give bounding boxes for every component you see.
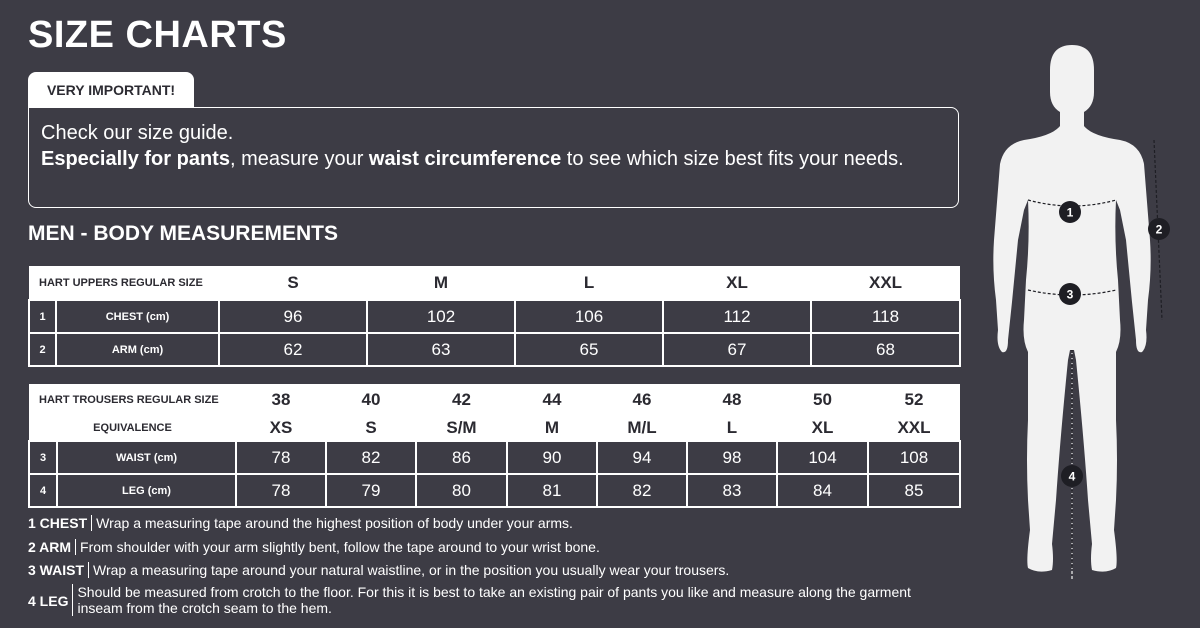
table-cell: 108 xyxy=(868,441,960,474)
guide-label: 4 LEG xyxy=(28,593,69,609)
row-number: 2 xyxy=(29,333,56,366)
row-number: 1 xyxy=(29,300,56,333)
table-cell: 62 xyxy=(219,333,367,366)
trousers-size: 38 xyxy=(236,384,326,415)
row-number: 3 xyxy=(29,441,57,474)
table-cell: 102 xyxy=(367,300,515,333)
table-cell: 84 xyxy=(777,474,868,507)
table-cell: 83 xyxy=(687,474,777,507)
equivalence-size: XS xyxy=(236,415,326,441)
marker-chest-label: 1 xyxy=(1066,205,1074,220)
trousers-header-row xyxy=(29,384,960,415)
uppers-size: XXL xyxy=(811,266,960,300)
table-cell: 118 xyxy=(811,300,960,333)
table-cell: 80 xyxy=(416,474,507,507)
table-cell: 65 xyxy=(515,333,663,366)
uppers-size: L xyxy=(515,266,663,300)
table-cell: 67 xyxy=(663,333,811,366)
trousers-equivalence-row xyxy=(29,415,960,441)
table-row xyxy=(29,474,960,507)
trousers-size: 44 xyxy=(507,384,597,415)
equivalence-size: L xyxy=(687,415,777,441)
guide-label: 2 ARM xyxy=(28,539,72,555)
trousers-size: 52 xyxy=(868,384,960,415)
uppers-table xyxy=(28,266,961,367)
marker-leg-label: 4 xyxy=(1068,469,1076,484)
guide-arm xyxy=(28,539,600,555)
guide-leg xyxy=(28,584,928,618)
important-tab: VERY IMPORTANT! xyxy=(28,72,194,108)
section-title: MEN - BODY MEASUREMENTS xyxy=(28,222,338,245)
row-name: WAIST (cm) xyxy=(57,441,236,474)
guide-waist xyxy=(28,562,729,578)
notice-box xyxy=(28,107,959,208)
table-row xyxy=(29,333,960,366)
trousers-table xyxy=(28,384,961,508)
equivalence-size: S/M xyxy=(416,415,507,441)
table-cell: 90 xyxy=(507,441,597,474)
table-cell: 106 xyxy=(515,300,663,333)
guide-text: Should be measured from crotch to the floor. For this it is best to take an existing pair of pants you like and measure along the garment inseam from the crotch seam to the hem. xyxy=(72,584,928,616)
guide-text: Wrap a measuring tape around the highest position of body under your arms. xyxy=(91,515,573,531)
marker-arm-label: 2 xyxy=(1155,222,1163,237)
marker-chest xyxy=(1059,201,1081,223)
notice-bold-pants: Especially for pants xyxy=(41,148,230,170)
table-cell: 68 xyxy=(811,333,960,366)
trousers-size: 50 xyxy=(777,384,868,415)
equivalence-label: EQUIVALENCE xyxy=(29,415,236,441)
table-cell: 81 xyxy=(507,474,597,507)
table-row xyxy=(29,441,960,474)
guide-text: Wrap a measuring tape around your natural waistline, or in the position you usually wear your trousers. xyxy=(88,562,729,578)
table-cell: 82 xyxy=(597,474,687,507)
table-cell: 78 xyxy=(236,474,326,507)
table-cell: 82 xyxy=(326,441,416,474)
row-name: LEG (cm) xyxy=(57,474,236,507)
uppers-header-row xyxy=(29,266,960,300)
marker-waist-label: 3 xyxy=(1066,287,1074,302)
table-cell: 63 xyxy=(367,333,515,366)
trousers-header-label: HART TROUSERS REGULAR SIZE xyxy=(29,384,236,415)
notice-mid: , measure your xyxy=(229,148,369,170)
table-cell: 85 xyxy=(868,474,960,507)
equivalence-size: XL xyxy=(777,415,868,441)
page-title: SIZE CHARTS xyxy=(28,14,287,56)
table-cell: 86 xyxy=(416,441,507,474)
table-cell: 112 xyxy=(663,300,811,333)
uppers-size: XL xyxy=(663,266,811,300)
marker-waist xyxy=(1059,283,1081,305)
marker-leg xyxy=(1061,465,1083,487)
notice-line-2 xyxy=(41,146,946,172)
trousers-size: 40 xyxy=(326,384,416,415)
body-figure-illustration xyxy=(980,40,1190,600)
uppers-size: M xyxy=(367,266,515,300)
trousers-size: 42 xyxy=(416,384,507,415)
uppers-size: S xyxy=(219,266,367,300)
equivalence-size: M xyxy=(507,415,597,441)
guide-chest xyxy=(28,515,573,531)
row-number: 4 xyxy=(29,474,57,507)
guide-text: From shoulder with your arm slightly bent, follow the tape around to your wrist bone. xyxy=(75,539,600,555)
table-cell: 79 xyxy=(326,474,416,507)
guide-label: 3 WAIST xyxy=(28,562,85,578)
notice-bold-waist: waist circumference xyxy=(368,148,562,170)
table-cell: 104 xyxy=(777,441,868,474)
equivalence-size: M/L xyxy=(597,415,687,441)
uppers-header-label: HART UPPERS REGULAR SIZE xyxy=(29,266,219,300)
trousers-size: 46 xyxy=(597,384,687,415)
notice-end: to see which size best fits your needs. xyxy=(561,148,904,170)
table-cell: 78 xyxy=(236,441,326,474)
notice-line-1: Check our size guide. xyxy=(41,122,234,144)
table-cell: 98 xyxy=(687,441,777,474)
row-name: ARM (cm) xyxy=(56,333,219,366)
table-cell: 94 xyxy=(597,441,687,474)
trousers-size: 48 xyxy=(687,384,777,415)
equivalence-size: S xyxy=(326,415,416,441)
table-row xyxy=(29,300,960,333)
equivalence-size: XXL xyxy=(868,415,960,441)
table-cell: 96 xyxy=(219,300,367,333)
guide-label: 1 CHEST xyxy=(28,515,88,531)
marker-arm xyxy=(1148,218,1170,240)
row-name: CHEST (cm) xyxy=(56,300,219,333)
